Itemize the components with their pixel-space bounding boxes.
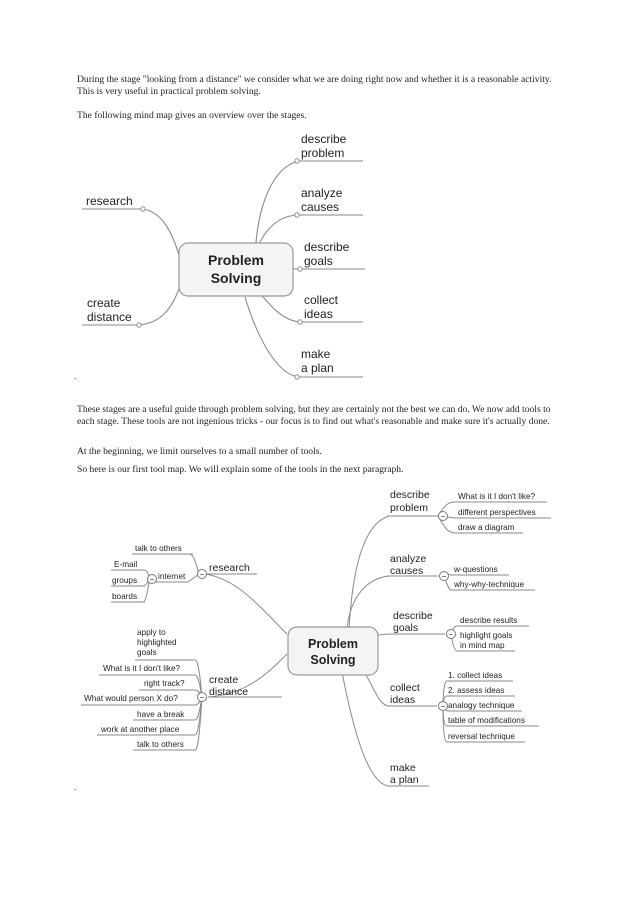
branch-describe-problem-line1: describe xyxy=(390,489,430,501)
leaf-draw-diagram: draw a diagram xyxy=(458,523,515,532)
connector-research xyxy=(143,209,179,255)
branch-make-plan-line2: a plan xyxy=(390,774,419,786)
leaf-describe-results: describe results xyxy=(460,616,518,625)
leaf-table-of-modifications: table of modifications xyxy=(448,716,525,725)
branch-describe-goals-line1: describe xyxy=(393,610,433,622)
stages-tools-paragraph: These stages are a useful guide through problem solving, but they are certainly not the best we can do. We now add tools to each stage. These tools are not ingenious tricks - our focus is to find out what's reasonable and make sure it's actually done. xyxy=(77,404,551,428)
leaf-talk-to-others-distance: talk to others xyxy=(137,740,184,749)
stages-mind-map-graphic xyxy=(77,127,367,380)
leaf-apply-to-line3: goals xyxy=(137,648,157,657)
leaf-analogy-technique: analogy technique xyxy=(448,701,515,710)
leaf-highlight-goals-line1: highlight goals xyxy=(460,631,513,640)
branch-research: research xyxy=(209,562,250,574)
branch-describe-goals-line2: goals xyxy=(393,622,419,634)
collapse-icon-internet: − xyxy=(149,575,155,584)
collapse-icon-describe-problem: − xyxy=(440,512,446,521)
branch-analyze-causes-line1: analyze xyxy=(301,186,343,200)
tool-map-paragraph: So here is our first tool map. We will explain some of the tools in the next paragraph. xyxy=(77,464,404,475)
leaf-why-why-technique: why-why-technique xyxy=(454,580,525,589)
collapse-icon-research: − xyxy=(199,570,205,579)
dash-mark-1: - xyxy=(74,374,77,383)
connector-make-plan xyxy=(245,297,299,377)
branch-create-distance-line2: distance xyxy=(87,310,132,324)
branch-create-distance-line2: distance xyxy=(209,686,249,698)
leaf-collect-ideas: 1. collect ideas xyxy=(448,671,503,680)
leaf-groups: groups xyxy=(112,576,138,585)
leaf-assess-ideas: 2. assess ideas xyxy=(448,686,505,695)
branch-make-plan-line1: make xyxy=(301,347,331,361)
collapse-icon-describe-goals: − xyxy=(448,630,454,639)
leaf-work-another-place: work at another place xyxy=(101,725,180,734)
connector-describe-problem xyxy=(349,516,389,630)
branch-create-distance-line1: create xyxy=(87,296,121,310)
leaf-reversal-technique: reversal technique xyxy=(448,732,515,741)
stages-mind-map xyxy=(77,127,367,380)
leaf-person-x: What would person X do? xyxy=(84,694,178,703)
tool-mind-map-graphic xyxy=(77,484,552,790)
branch-analyze-causes-line2: causes xyxy=(301,200,340,214)
intro-paragraph: During the stage "looking from a distance" we consider what we are doing right now and whether it is a reasonable activity. This is very useful in practical problem solving. xyxy=(77,74,552,98)
branch-collect-ideas-line1: collect xyxy=(304,293,339,307)
leaf-right-track: right track? xyxy=(144,679,185,688)
connector-create-distance xyxy=(139,289,179,325)
leaf-email: E-mail xyxy=(114,560,138,569)
leaf-internet: internet xyxy=(158,572,186,581)
branch-make-plan-line1: make xyxy=(390,762,416,774)
leaf-w-questions: w-questions xyxy=(454,565,498,574)
leaf-apply-to-line1: apply to xyxy=(137,628,166,637)
branch-describe-problem-line1: describe xyxy=(301,132,347,146)
branch-describe-goals-line2: goals xyxy=(304,254,333,268)
central-topic-line2: Solving xyxy=(310,653,356,667)
tool-mind-map xyxy=(77,484,552,790)
overview-paragraph: The following mind map gives an overview over the stages. xyxy=(77,110,307,121)
collapse-icon-create-distance: − xyxy=(199,693,205,702)
branch-research: research xyxy=(86,194,133,208)
branch-analyze-causes-line1: analyze xyxy=(390,553,427,565)
leaf-boards: boards xyxy=(112,592,138,601)
branch-describe-problem-line2: problem xyxy=(301,146,345,160)
leaf-different-perspectives: different perspectives xyxy=(458,508,536,517)
branch-describe-problem-line2: problem xyxy=(390,502,428,514)
branch-describe-goals-line1: describe xyxy=(304,240,350,254)
branch-collect-ideas-line2: ideas xyxy=(304,307,333,321)
central-topic-line2: Solving xyxy=(210,270,262,286)
central-topic-line1: Problem xyxy=(207,252,265,268)
leaf-what-dont-like: What is it I don't like? xyxy=(458,492,536,501)
leaf-apply-to-line2: highlighted xyxy=(137,638,177,647)
branch-collect-ideas-line2: ideas xyxy=(390,694,416,706)
branch-analyze-causes-line2: causes xyxy=(390,565,424,577)
collapse-icon-collect-ideas: − xyxy=(440,702,446,711)
leaf-have-a-break: have a break xyxy=(137,710,185,719)
leaf-talk-to-others-research: talk to others xyxy=(135,544,182,553)
leaf-what-dont-like-distance: What is it I don't like? xyxy=(103,664,181,673)
branch-make-plan-line2: a plan xyxy=(301,361,334,375)
collapse-icon-analyze-causes: − xyxy=(441,572,447,581)
central-topic-line1: Problem xyxy=(307,637,359,651)
branch-collect-ideas-line1: collect xyxy=(390,682,420,694)
branch-create-distance-line1: create xyxy=(209,674,239,686)
dash-mark-2: - xyxy=(74,785,77,794)
limit-tools-paragraph: At the beginning, we limit ourselves to a small number of tools. xyxy=(77,446,322,457)
central-topic-box xyxy=(288,627,378,675)
leaf-highlight-goals-line2: in mind map xyxy=(460,641,505,650)
